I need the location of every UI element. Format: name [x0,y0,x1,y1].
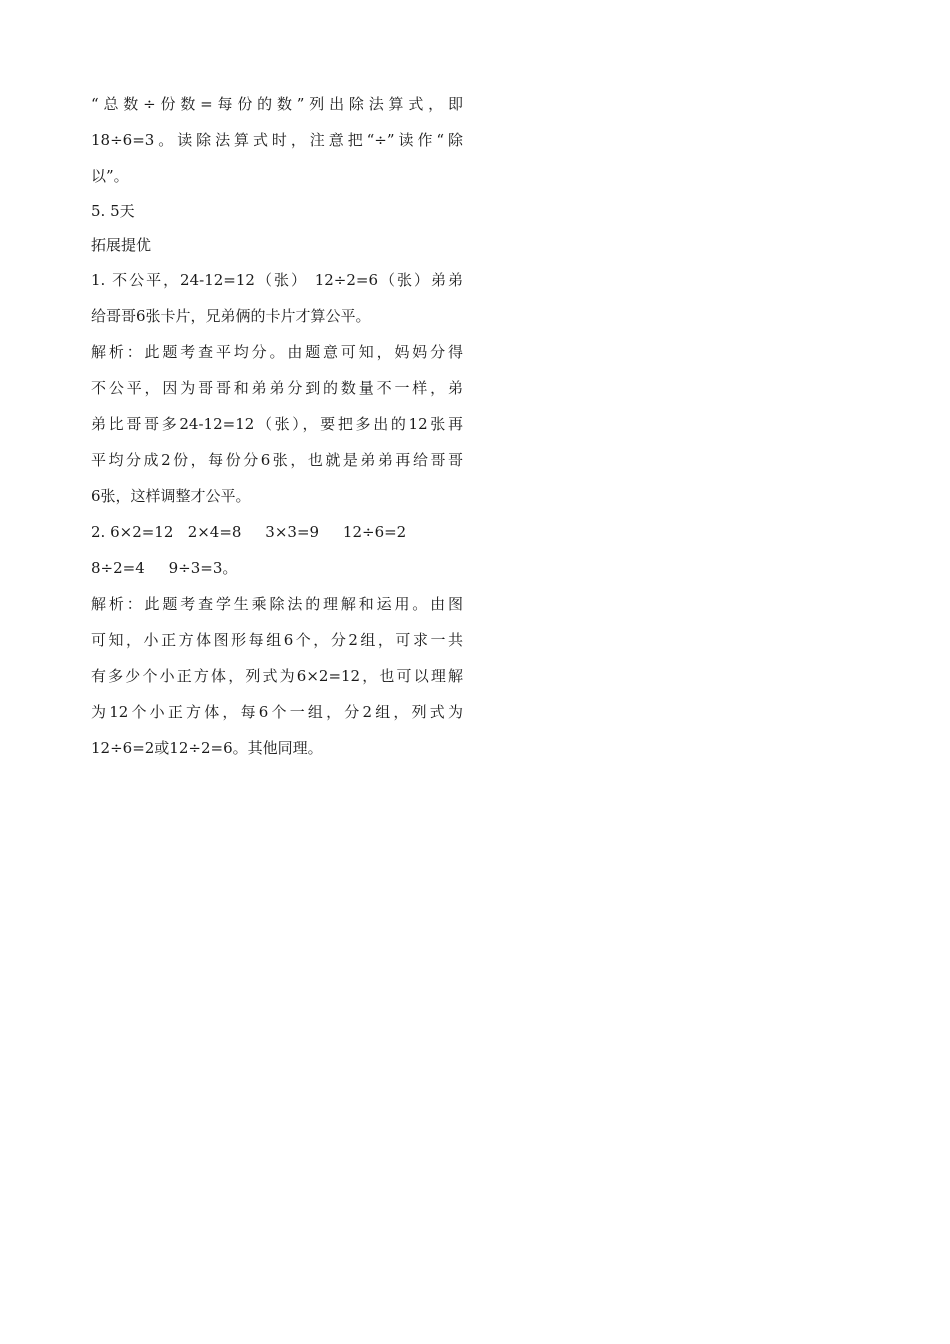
answer-5: 5. 5天 [91,202,135,220]
answer-2: 2. 6×2=12 2×4=8 3×3=9 12÷6=2 [91,523,407,541]
analysis-1-line-1: 解析：此题考查平均分。由题意可知，妈妈分得 [91,343,463,361]
document-page [91,86,463,766]
text-line-2: 18÷6=3。读除法算式时，注意把“÷”读作“除 [91,131,463,149]
answer-2-cont: 8÷2=4 9÷3=3。 [91,559,238,577]
text-line-3: 以”。 [91,167,129,185]
analysis-1-line-3: 弟比哥哥多24-12=12（张），要把多出的12张再 [91,415,463,433]
analysis-1-line-2: 不公平，因为哥哥和弟弟分到的数量不一样，弟 [91,379,463,397]
analysis-2-line-5: 12÷6=2或12÷2=6。其他同理。 [91,739,323,757]
analysis-1-line-5: 6张，这样调整才公平。 [91,487,251,505]
section-heading: 拓展提优 [91,236,152,254]
analysis-2-line-2: 可知，小正方体图形每组6个，分2组，可求一共 [91,631,463,649]
answer-1-cont: 给哥哥6张卡片，兄弟俩的卡片才算公平。 [91,307,371,325]
text-line-1: “总数÷份数=每份的数”列出除法算式，即 [91,95,463,113]
analysis-1-line-4: 平均分成2份，每份分6张，也就是弟弟再给哥哥 [91,451,463,469]
analysis-2-line-1: 解析：此题考查学生乘除法的理解和运用。由图 [91,595,463,613]
answer-1: 1. 不公平，24-12=12（张） 12÷2=6（张）弟弟 [91,271,463,289]
analysis-2-line-3: 有多少个小正方体，列式为6×2=12，也可以理解 [91,667,463,685]
analysis-2-line-4: 为12个小正方体，每6个一组，分2组，列式为 [91,703,463,721]
